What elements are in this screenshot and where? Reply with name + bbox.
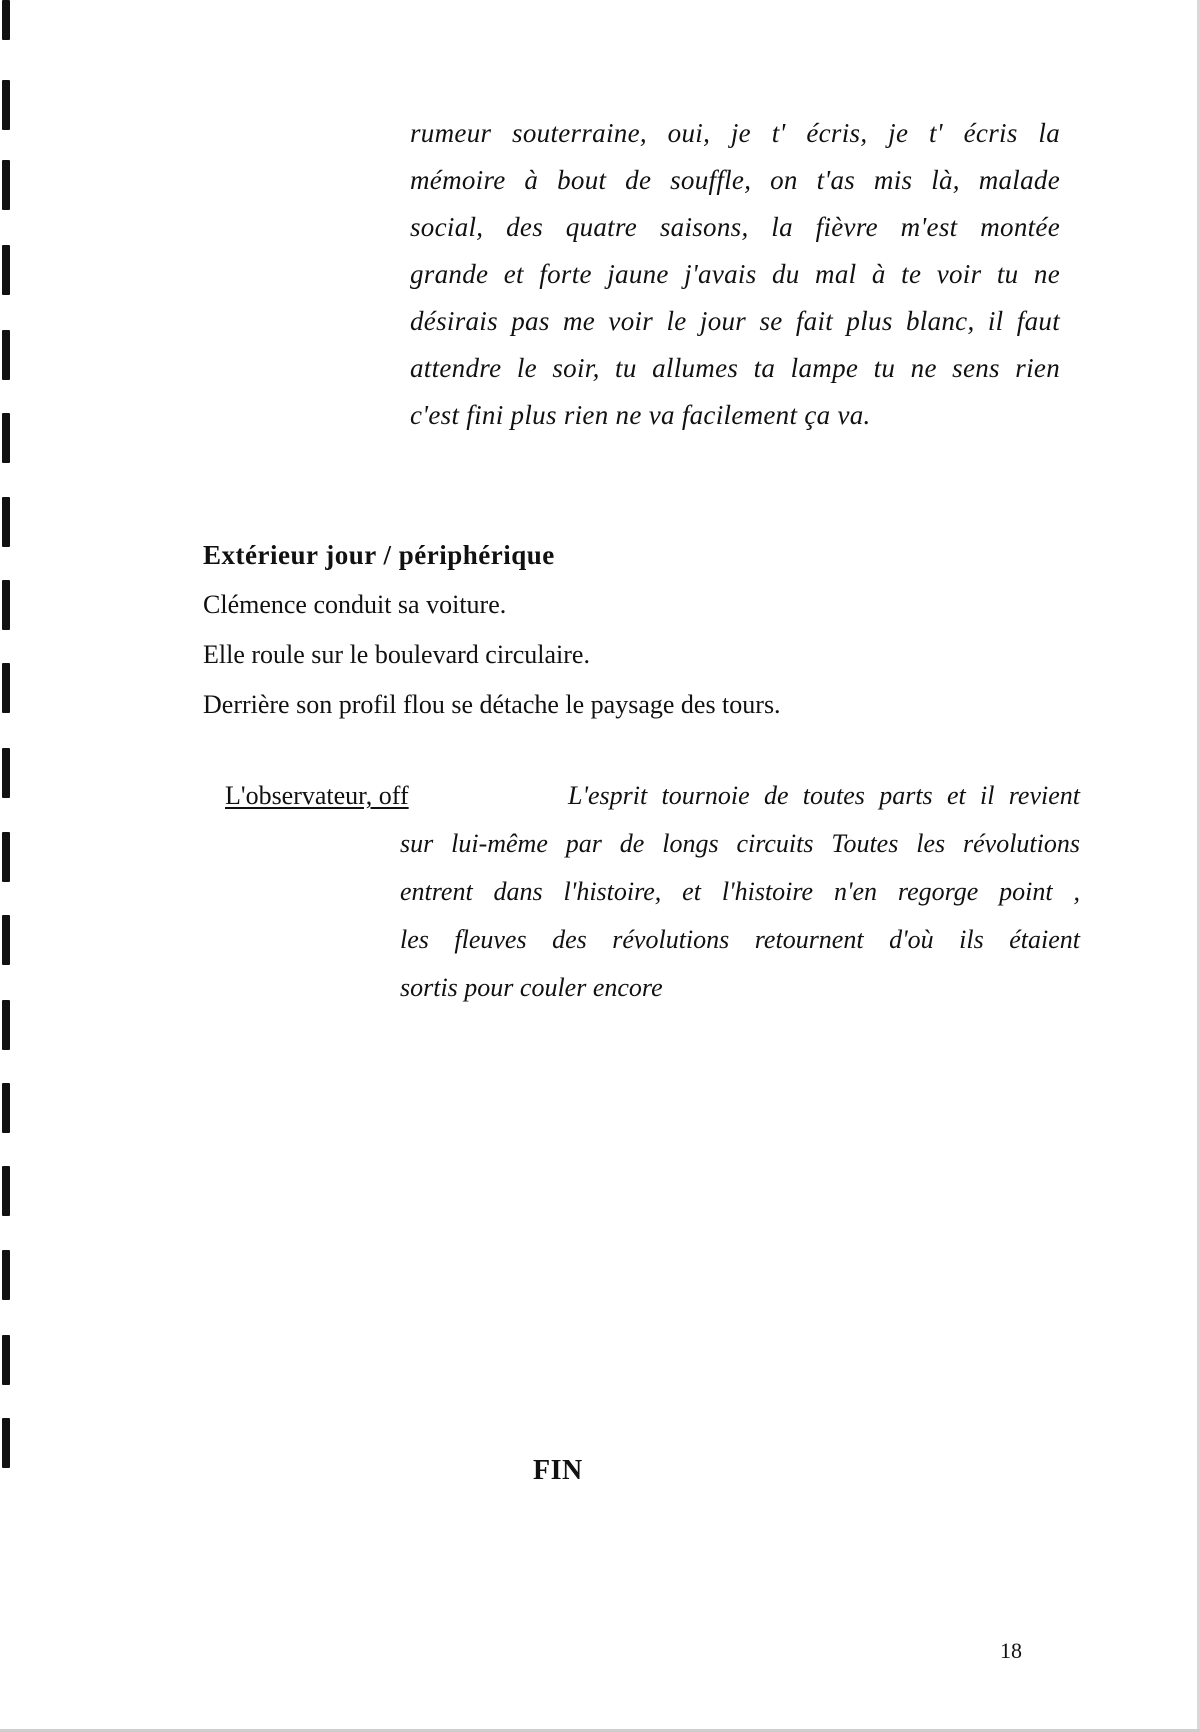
binding-hole (2, 1000, 10, 1050)
binding-hole (2, 1083, 10, 1133)
speech-line: L'esprit tournoie de toutes parts et il revient (568, 781, 1080, 810)
scene-block (203, 530, 963, 730)
poem-block (410, 110, 1060, 439)
speech-text (400, 772, 1080, 1012)
binding-hole (2, 0, 10, 40)
speech-line: entrent dans l'histoire, et l'histoire n'en regorge point , (400, 877, 1080, 906)
binding-hole (2, 1166, 10, 1216)
binding-hole (2, 748, 10, 798)
binding-hole (2, 1418, 10, 1468)
binding-hole (2, 663, 10, 713)
scene-action-line: Derrière son profil flou se détache le paysage des tours. (203, 690, 781, 719)
scene-action-line: Elle roule sur le boulevard circulaire. (203, 640, 590, 669)
speech-line: sur lui-même par de longs circuits Toutes les révolutions (400, 829, 1080, 858)
binding-hole (2, 330, 10, 380)
poem-line: désirais pas me voir le jour se fait plus blanc, il faut (410, 306, 1060, 336)
scene-action-line: Clémence conduit sa voiture. (203, 590, 507, 619)
binding-hole (2, 497, 10, 547)
speech-line: sortis pour couler encore (400, 973, 663, 1002)
binding-hole (2, 832, 10, 882)
binding-holes (0, 0, 14, 1732)
poem-line: social, des quatre saisons, la fièvre m'est montée (410, 212, 1060, 242)
binding-hole (2, 915, 10, 965)
speaker-name: L'observateur, off (225, 781, 409, 810)
end-marker: FIN (533, 1455, 583, 1486)
poem-line: grande et forte jaune j'avais du mal à te voir tu ne (410, 259, 1060, 289)
page-number: 18 (1000, 1638, 1022, 1663)
poem-line: mémoire à bout de souffle, on t'as mis là, malade (410, 165, 1060, 195)
poem-line: attendre le soir, tu allumes ta lampe tu ne sens rien (410, 353, 1060, 383)
binding-hole (2, 245, 10, 295)
speech-line: les fleuves des révolutions retournent d'où ils étaient (400, 925, 1080, 954)
poem-line: rumeur souterraine, oui, je t' écris, je t' écris la (410, 118, 1060, 148)
binding-hole (2, 413, 10, 463)
binding-hole (2, 1250, 10, 1300)
binding-hole (2, 580, 10, 630)
poem-line: c'est fini plus rien ne va facilement ça va. (410, 400, 871, 430)
binding-hole (2, 80, 10, 130)
scene-heading: Extérieur jour / périphérique (203, 540, 555, 570)
binding-hole (2, 160, 10, 210)
binding-hole (2, 1335, 10, 1385)
